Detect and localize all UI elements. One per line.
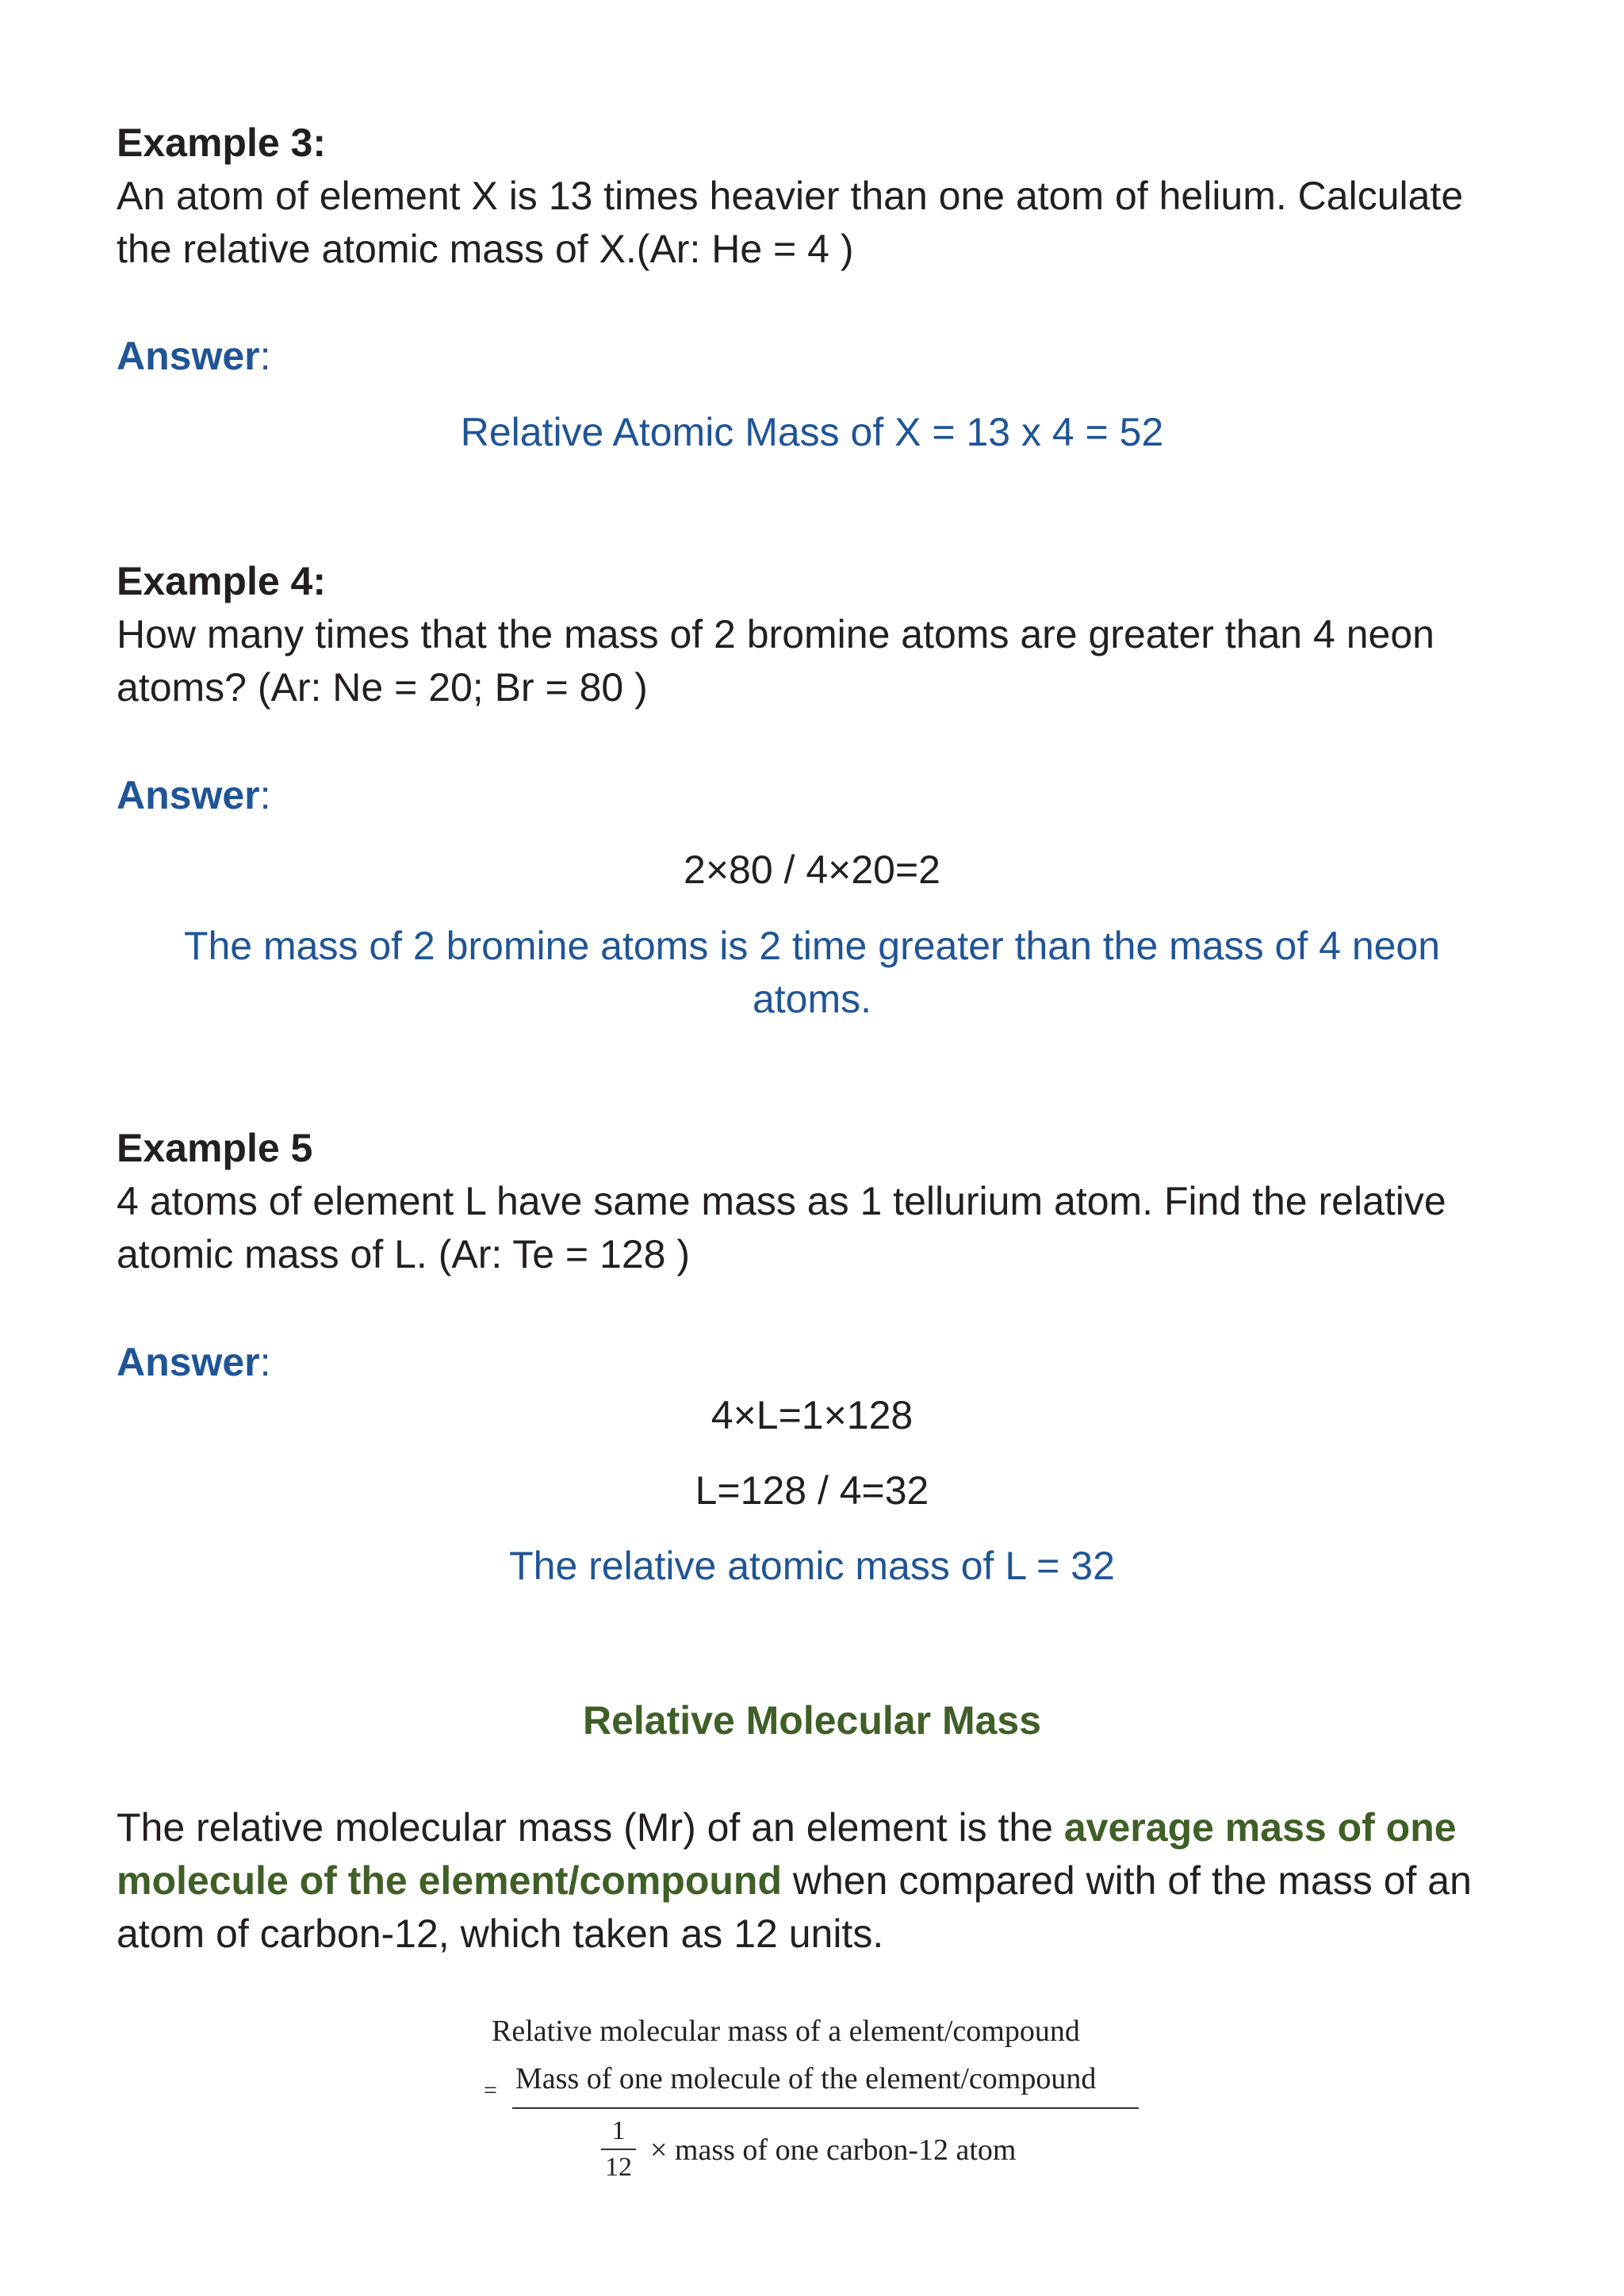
example-4	[117, 555, 1512, 714]
example-3-answer-label	[117, 330, 271, 383]
example-4-calculation: 2×80 / 4×20=2	[684, 848, 940, 892]
answer-word: Answer	[117, 334, 260, 378]
definition-text: The relative molecular mass (Mr) of an element is the	[117, 1805, 1064, 1850]
formula-fraction-bar	[512, 2107, 1139, 2109]
answer-word: Answer	[117, 773, 260, 817]
example-4-answer-label	[117, 769, 271, 822]
definition-line-3: atom of carbon-12, which taken as 12 units.	[117, 1911, 884, 1956]
answer-colon: :	[259, 1340, 271, 1384]
example-4-line-1: How many times that the mass of 2 bromine atoms are greater than 4 neon	[117, 612, 1434, 656]
example-3-line-2: the relative atomic mass of X.(Ar: He = 4 )	[117, 227, 854, 271]
formula-lhs: Relative molecular mass of a element/compound	[492, 2015, 1080, 2048]
fraction-denominator: 12	[605, 2152, 632, 2182]
example-5-calculation-2: L=128 / 4=32	[695, 1468, 929, 1513]
fraction-numerator: 1	[611, 2116, 626, 2145]
formula-numerator: Mass of one molecule of the element/compound	[515, 2062, 1097, 2095]
example-3	[117, 117, 1512, 276]
answer-colon: :	[259, 334, 271, 378]
example-4-line-2: atoms? (Ar: Ne = 20; Br = 80 )	[117, 665, 648, 710]
example-5-heading: Example 5	[117, 1126, 313, 1170]
example-5-calculation-1: 4×L=1×128	[710, 1393, 914, 1437]
example-5	[117, 1122, 1512, 1281]
definition-emphasis: average mass of one	[1063, 1805, 1457, 1850]
example-4-result-line-2: atoms.	[752, 977, 872, 1021]
example-5-result: The relative atomic mass of L = 32	[509, 1544, 1115, 1588]
example-5-line-1: 4 atoms of element L have same mass as 1 tellurium atom. Find the relative	[117, 1179, 1446, 1223]
answer-colon: :	[259, 773, 271, 817]
example-4-result-line-1: The mass of 2 bromine atoms is 2 time greater than the mass of 4 neon	[183, 924, 1441, 968]
example-5-line-2: atomic mass of L. (Ar: Te = 128 )	[117, 1232, 690, 1276]
section-title: Relative Molecular Mass	[582, 1698, 1042, 1743]
formula-equals: =	[484, 2077, 497, 2103]
fraction-bar	[601, 2149, 636, 2150]
formula-denominator: × mass of one carbon-12 atom	[650, 2133, 1017, 2167]
definition-text: when compared with of the mass of an	[782, 1858, 1472, 1903]
example-3-heading: Example 3:	[117, 121, 327, 165]
formula-one-twelfth	[595, 2115, 642, 2183]
definition-emphasis: molecule of the element/compound	[117, 1858, 782, 1903]
example-3-line-1: An atom of element X is 13 times heavier than one atom of helium. Calculate	[117, 174, 1464, 218]
definition-paragraph	[117, 1801, 1512, 1961]
example-5-answer-label	[117, 1336, 271, 1389]
definition-line-1	[117, 1801, 1512, 1854]
example-4-heading: Example 4:	[117, 559, 327, 603]
example-3-result: Relative Atomic Mass of X = 13 x 4 = 52	[460, 410, 1164, 454]
definition-line-2	[117, 1854, 1512, 1908]
answer-word: Answer	[117, 1340, 260, 1384]
